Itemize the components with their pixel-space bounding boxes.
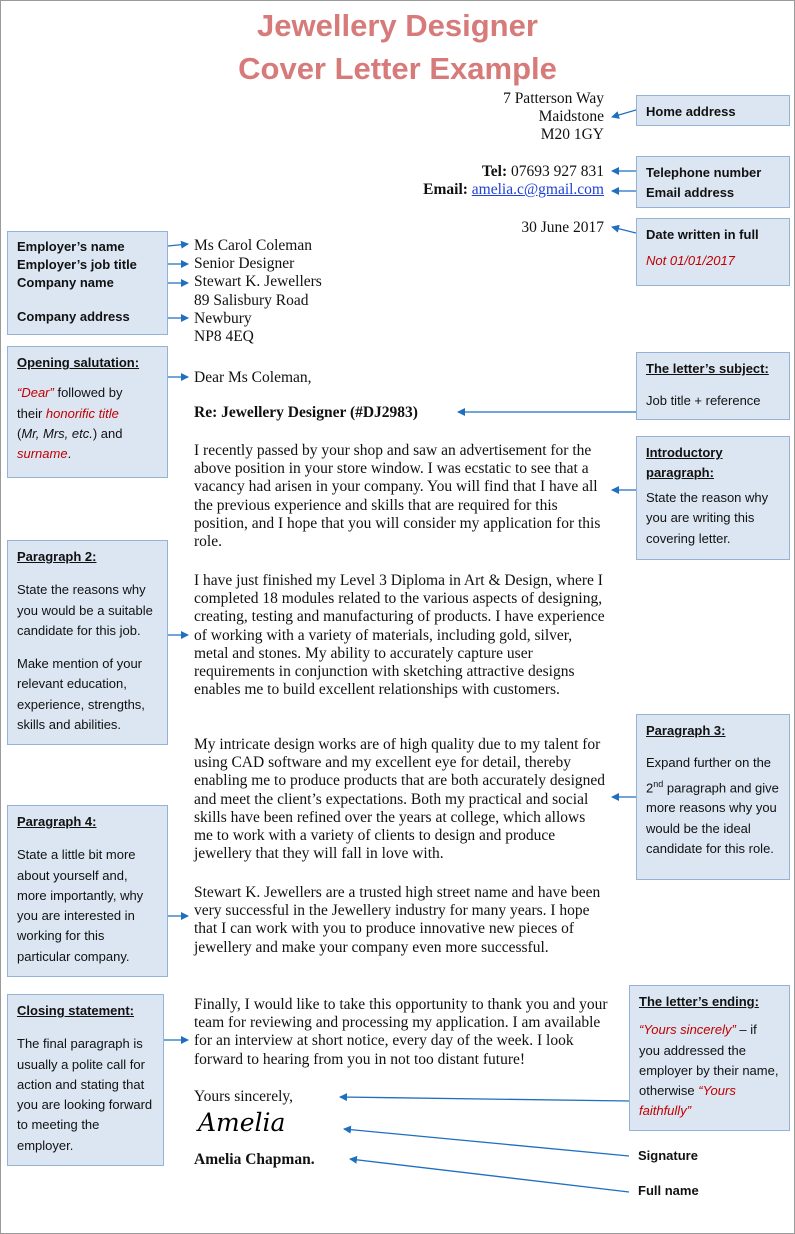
para4-note: State a little bit more about yourself and, more importantly, why you are interested in working for this particular company. xyxy=(17,847,144,964)
arrow-home-address xyxy=(612,110,636,117)
address-line: 7 Patterson Way xyxy=(503,90,604,107)
employer-line: NP8 4EQ xyxy=(194,328,254,346)
page-title: Jewellery Designer xyxy=(257,8,538,43)
letter-date: 30 June 2017 xyxy=(521,219,604,236)
ending-title: The letter’s ending: xyxy=(639,994,759,1009)
arrow-ending xyxy=(340,1097,629,1101)
para3-note: Expand further on the 2nd paragraph and give more reasons why you would be the ideal candidate for this role. xyxy=(646,755,779,856)
salutation: Dear Ms Coleman, xyxy=(194,369,312,386)
tel-value: 07693 927 831 xyxy=(511,163,604,180)
employer-line: Ms Carol Coleman xyxy=(194,237,312,254)
signature: Amelia xyxy=(198,1108,286,1137)
email-label: Email: xyxy=(423,181,468,199)
company-name-label: Company name xyxy=(17,275,114,291)
home-address-label: Home address xyxy=(646,104,736,119)
arrow-signature xyxy=(344,1129,629,1156)
para4-title: Paragraph 4: xyxy=(17,814,97,829)
employer-name-label: Employer’s name xyxy=(17,239,125,254)
opening-note: “Dear” followed by their honorific title (Mr, Mrs, etc.) and surname. xyxy=(17,385,123,462)
subject-line: Re: Jewellery Designer (#DJ2983) xyxy=(194,404,418,421)
email-link[interactable]: amelia.c@gmail.com xyxy=(471,181,604,199)
subject-note: Job title + reference xyxy=(646,393,761,409)
telephone-label: Telephone number xyxy=(646,165,762,180)
employer-line: 89 Salisbury Road xyxy=(194,291,309,309)
employer-job-label: Employer’s job title xyxy=(17,257,137,273)
para2-note-2: Make mention of your relevant education, experience, strengths, skills and abilities. xyxy=(17,656,145,733)
employer-line: Senior Designer xyxy=(194,255,295,273)
ending-note: “Yours sincerely” – if you addressed the employer by their name, otherwise “Yours faithfully” xyxy=(639,1022,779,1119)
company-address-label: Company address xyxy=(17,308,130,324)
arrow-full-name xyxy=(350,1159,629,1192)
email-label-note: Email address xyxy=(646,185,735,201)
intro-paragraph: I recently passed by your shop and saw an advertisement for the above position in your store window. I was ecstatic to see that a vacancy had arisen in your company. You will find that I have all the previous experience and skills that are required for this position, and I hope that you will consider my application for this role. xyxy=(194,442,601,551)
date-title: Date written in full xyxy=(646,227,759,242)
paragraph-3: My intricate design works are of high quality due to my talent for using CAD software and my excellent eye for detail, thereby enabling me to produce products that are both accurately designed and meet the client’s expectations. Both my practical and social skills have been refined over the years at college, which allows me to work with a variety of clients to design and produce jewellery that they will fall in love with. xyxy=(194,736,606,863)
full-name: Amelia Chapman. xyxy=(194,1151,315,1168)
employer-line: Stewart K. Jewellers xyxy=(194,273,322,291)
para2-title: Paragraph 2: xyxy=(17,549,97,564)
date-note: Not 01/01/2017 xyxy=(646,253,735,269)
signature-label: Signature xyxy=(638,1148,698,1163)
tel-label: Tel: xyxy=(481,163,508,180)
closing-title: Closing statement: xyxy=(17,1003,135,1018)
para2-note-1: State the reasons why you would be a suitable candidate for this job. xyxy=(17,582,153,638)
closing-note: The final paragraph is usually a polite call for action and stating that you are looking forward to meeting the employer. xyxy=(17,1036,153,1153)
opening-title: Opening salutation: xyxy=(17,355,140,370)
paragraph-4: Stewart K. Jewellers are a trusted high street name and have been very successful in the Jewellery industry for many years. I hope that I can work with you to produce innovative new pieces of jewellery and make your company even more successful. xyxy=(194,884,601,956)
intro-note: State the reason why you are writing this covering letter. xyxy=(646,490,769,546)
paragraph-2: I have just finished my Level 3 Diploma in Art & Design, where I completed 18 modules related to the various aspects of designing, creating, testing and manufacturing of products. I have experience of working with a variety of materials, including gold, silver, metal and stones. My ability to accurately capture user requirements in conjunction with sketching attractive designs enables me to build excellent relationships with customers. xyxy=(194,572,605,699)
complimentary-close: Yours sincerely, xyxy=(194,1088,294,1105)
intro-title: Introductory paragraph: xyxy=(646,445,723,480)
arrow-employer-name xyxy=(168,244,188,246)
para3-title: Paragraph 3: xyxy=(646,723,726,738)
address-line: Maidstone xyxy=(538,108,604,126)
closing-paragraph: Finally, I would like to take this opportunity to thank you and your team for reviewing and processing my application. I am available for an interview at short notice, every day of the week. I look forward to hearing from you in not too distant future! xyxy=(194,996,608,1068)
employer-line: Newbury xyxy=(194,309,252,327)
address-line: M20 1GY xyxy=(540,126,604,144)
arrow-date xyxy=(612,227,636,233)
page-subtitle: Cover Letter Example xyxy=(238,51,557,86)
full-name-label: Full name xyxy=(638,1183,699,1198)
subject-title: The letter’s subject: xyxy=(646,361,769,376)
